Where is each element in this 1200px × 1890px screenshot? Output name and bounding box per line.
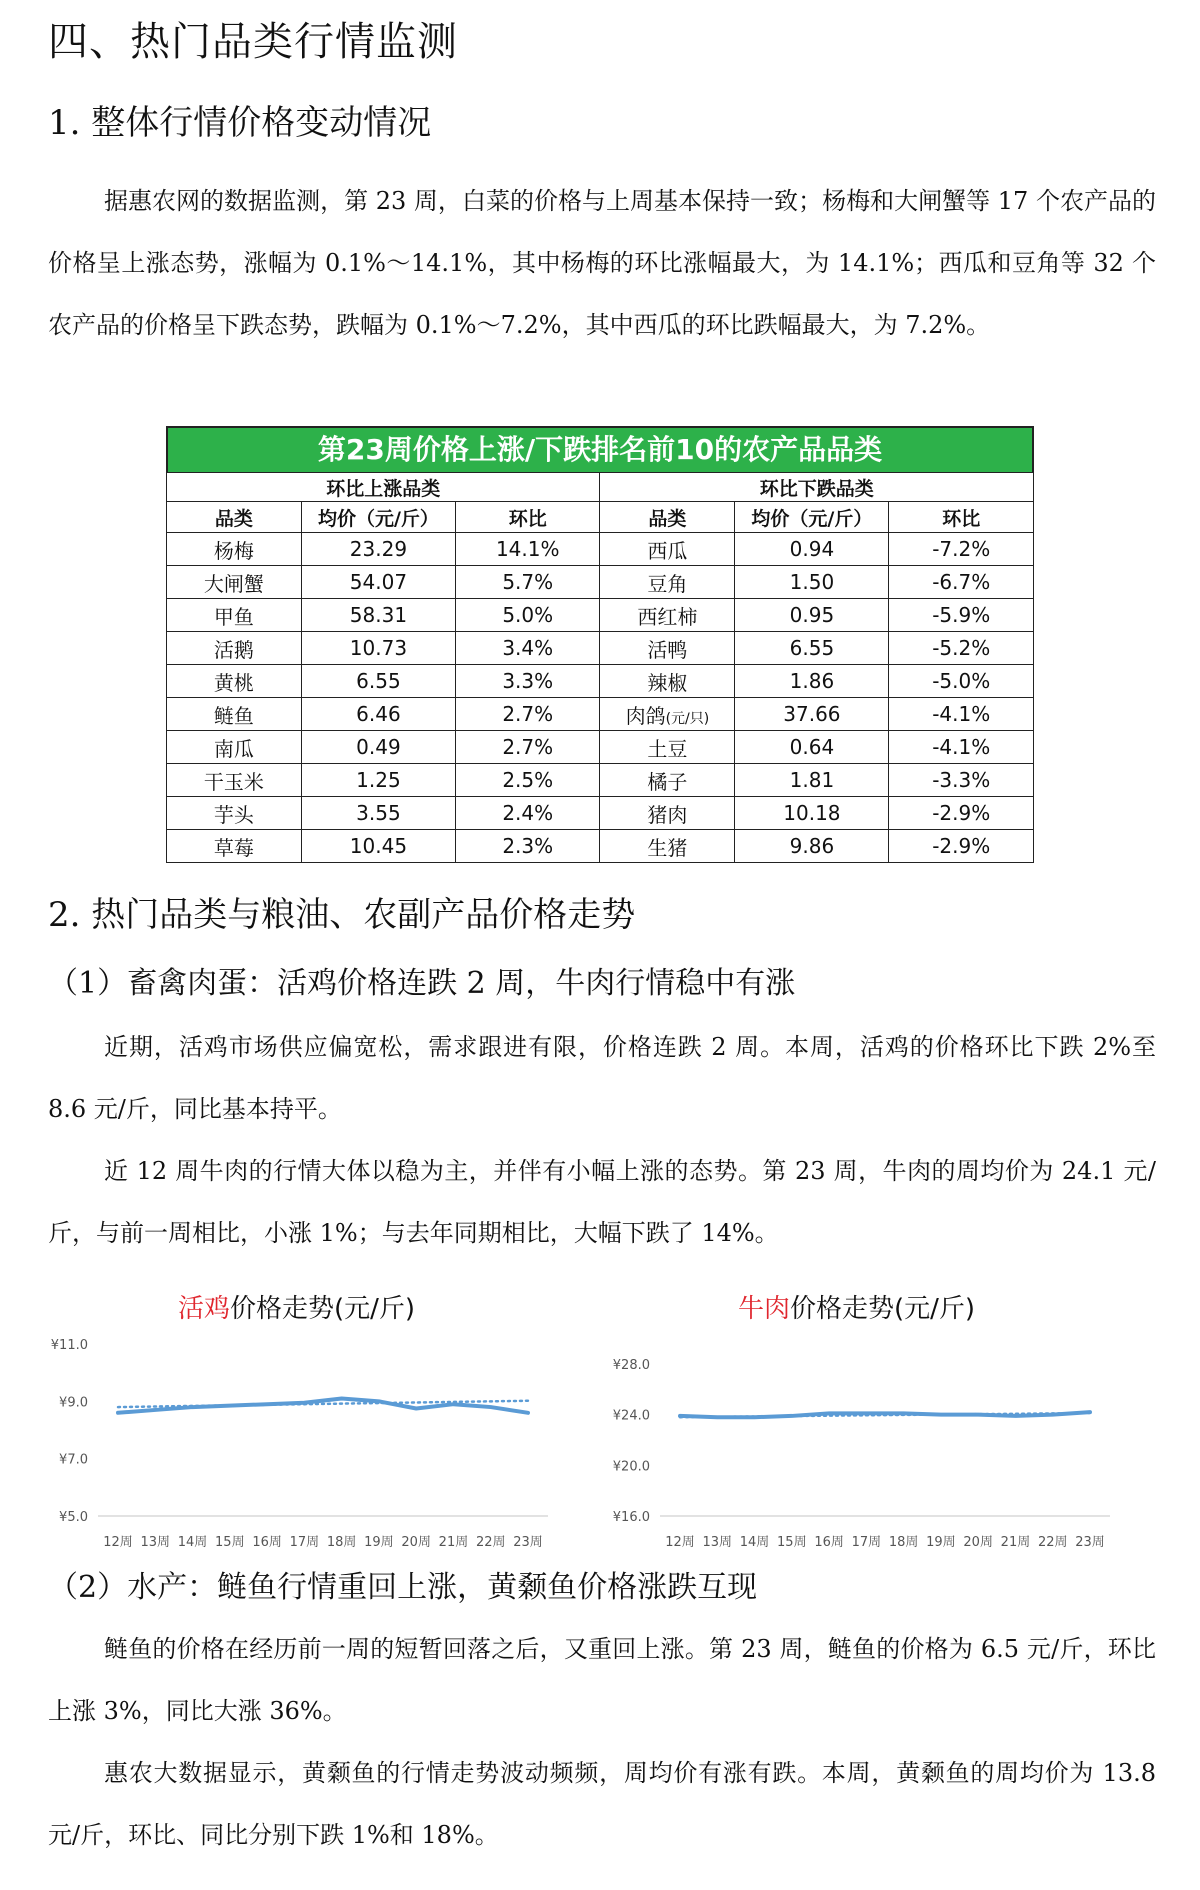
down-change: -5.9% xyxy=(932,603,991,627)
page-heading: 四、热门品类行情监测 xyxy=(48,19,458,65)
down-price-cell xyxy=(735,731,889,764)
up-name: 杨梅 xyxy=(213,538,254,563)
up-name: 干玉米 xyxy=(203,769,264,794)
beef-y-tick-label: ¥24.0 xyxy=(612,1408,650,1424)
table-row xyxy=(167,731,1034,764)
up-change-cell xyxy=(455,731,600,764)
up-price: 0.49 xyxy=(356,735,401,759)
up-price-cell xyxy=(301,731,455,764)
down-price-cell xyxy=(735,764,889,797)
chicken-x-tick-label: 19周 xyxy=(364,1535,394,1550)
down-name: 猪肉 xyxy=(647,802,688,827)
up-name-cell xyxy=(167,698,302,731)
down-change-cell xyxy=(889,764,1034,797)
chicken-x-tick-label: 17周 xyxy=(289,1535,320,1550)
chicken-y-tick-label: ¥11.0 xyxy=(50,1338,88,1353)
chicken-chart-title-highlight: 活鸡 xyxy=(178,1294,231,1324)
down-name: 生猪 xyxy=(647,835,688,860)
sub1-title: （1）畜禽肉蛋：活鸡价格连跌 2 周，牛肉行情稳中有涨 xyxy=(48,966,796,1001)
up-change-cell xyxy=(455,797,600,830)
up-price: 10.73 xyxy=(349,636,408,660)
down-change: -3.3% xyxy=(932,768,991,792)
chicken-y-tick-label: ¥5.0 xyxy=(59,1510,88,1525)
chicken-x-tick-label: 20周 xyxy=(401,1535,431,1550)
table-row xyxy=(167,632,1034,665)
down-header: 环比下跌品类 xyxy=(600,473,1034,502)
up-name-cell xyxy=(167,830,302,863)
up-name: 鲢鱼 xyxy=(213,703,254,728)
beef-y-tick-label: ¥28.0 xyxy=(612,1358,650,1373)
down-name-cell xyxy=(600,731,735,764)
up-change-cell xyxy=(455,632,600,665)
down-change-cell xyxy=(889,698,1034,731)
down-price-cell xyxy=(735,632,889,665)
up-price-cell xyxy=(301,797,455,830)
sub2-title: （2）水产：鲢鱼行情重回上涨，黄颡鱼价格涨跌互现 xyxy=(48,1570,758,1605)
down-change: -5.2% xyxy=(932,636,991,660)
up-name: 甲鱼 xyxy=(213,604,254,629)
up-name-cell xyxy=(167,731,302,764)
down-name-cell xyxy=(600,830,735,863)
up-price: 1.25 xyxy=(356,768,401,792)
up-change: 2.7% xyxy=(502,702,554,726)
col-header: 均价（元/斤） xyxy=(735,502,889,533)
up-name-cell xyxy=(167,599,302,632)
up-name-cell xyxy=(167,632,302,665)
down-price: 0.64 xyxy=(789,735,835,759)
up-change-cell xyxy=(455,599,600,632)
down-price: 1.81 xyxy=(789,768,835,792)
up-name: 草莓 xyxy=(213,835,254,860)
up-price-cell xyxy=(301,698,455,731)
down-change-cell xyxy=(889,665,1034,698)
up-name: 活鹅 xyxy=(213,637,254,662)
beef-x-tick-label: 12周 xyxy=(665,1535,695,1550)
price-rank-table xyxy=(166,426,1034,863)
chicken-x-tick-label: 14周 xyxy=(177,1535,208,1550)
table-row xyxy=(167,764,1034,797)
chicken-price-chart xyxy=(48,1330,568,1560)
down-price: 0.94 xyxy=(789,537,835,561)
down-name: 土豆 xyxy=(647,736,688,761)
col-header: 品类 xyxy=(167,502,302,533)
up-price-cell xyxy=(301,632,455,665)
up-price: 58.31 xyxy=(349,603,408,627)
up-change: 5.0% xyxy=(502,603,554,627)
down-name-cell xyxy=(600,665,735,698)
beef-x-tick-label: 14周 xyxy=(739,1535,770,1550)
up-name: 大闸蟹 xyxy=(203,571,264,596)
down-name-cell xyxy=(600,566,735,599)
up-price-cell xyxy=(301,533,455,566)
sub2-paragraph-2: 惠农大数据显示，黄颡鱼的行情走势波动频频，周均价有涨有跌。本周，黄颡鱼的周均价为 13.8 元/斤，环比、同比分别下跌 1%和 18%。 xyxy=(48,1759,1156,1849)
down-price-cell xyxy=(735,830,889,863)
down-name-cell xyxy=(600,797,735,830)
up-price: 54.07 xyxy=(349,570,408,594)
up-change: 2.3% xyxy=(502,834,554,858)
down-change-cell xyxy=(889,599,1034,632)
table-title: 第23周价格上涨/下跌排名前10的农产品品类 xyxy=(166,426,1034,472)
down-change: -7.2% xyxy=(932,537,991,561)
down-change-cell xyxy=(889,533,1034,566)
up-change: 5.7% xyxy=(502,570,554,594)
down-price-cell xyxy=(735,533,889,566)
chicken-chart-title xyxy=(178,1288,415,1325)
up-price: 10.45 xyxy=(349,834,408,858)
up-change-cell xyxy=(455,764,600,797)
down-change: -2.9% xyxy=(932,834,991,858)
down-name: 豆角 xyxy=(647,571,688,596)
up-change-cell xyxy=(455,566,600,599)
down-price-cell xyxy=(735,566,889,599)
up-price-cell xyxy=(301,764,455,797)
table-row xyxy=(167,599,1034,632)
down-change: -4.1% xyxy=(932,702,991,726)
up-price-cell xyxy=(301,830,455,863)
down-change-cell xyxy=(889,566,1034,599)
section1-paragraph: 据惠农网的数据监测，第 23 周，白菜的价格与上周基本保持一致；杨梅和大闸蟹等 17 个农产品的价格呈上涨态势，涨幅为 0.1%～14.1%，其中杨梅的环比涨幅最大，为 14.1%；西瓜和豆角等 32 个农产品的价格呈下跌态势，跌幅为 0.1%～7.2%，其中西瓜的环比跌幅最大，为 7.2%。 xyxy=(48,187,1156,339)
down-name-cell xyxy=(600,599,735,632)
table-row xyxy=(167,665,1034,698)
up-price-cell xyxy=(301,665,455,698)
col-header: 均价（元/斤） xyxy=(301,502,455,533)
beef-chart-title xyxy=(738,1288,975,1325)
chicken-x-tick-label: 16周 xyxy=(252,1535,282,1550)
beef-x-tick-label: 20周 xyxy=(963,1535,993,1550)
down-change-cell xyxy=(889,797,1034,830)
up-name-cell xyxy=(167,665,302,698)
section1-title: 1. 整体行情价格变动情况 xyxy=(48,103,432,143)
down-price-cell xyxy=(735,665,889,698)
down-name-cell xyxy=(600,764,735,797)
chicken-y-tick-label: ¥9.0 xyxy=(59,1395,88,1411)
up-price: 6.46 xyxy=(356,702,401,726)
chicken-x-tick-label: 22周 xyxy=(475,1535,506,1550)
up-price: 6.55 xyxy=(356,669,401,693)
down-price: 10.18 xyxy=(783,801,841,825)
beef-x-tick-label: 22周 xyxy=(1037,1535,1068,1550)
up-change: 14.1% xyxy=(495,537,560,561)
up-change-cell xyxy=(455,698,600,731)
table-body xyxy=(167,533,1034,863)
down-change-cell xyxy=(889,632,1034,665)
up-change: 3.4% xyxy=(502,636,554,660)
table-row xyxy=(167,533,1034,566)
beef-chart-title-highlight: 牛肉 xyxy=(738,1294,791,1324)
chicken-chart-title-rest: 价格走势(元/斤) xyxy=(230,1294,416,1324)
down-name-cell xyxy=(600,632,735,665)
beef-x-tick-label: 23周 xyxy=(1075,1535,1105,1550)
up-change-cell xyxy=(455,533,600,566)
beef-x-tick-label: 17周 xyxy=(851,1535,882,1550)
beef-x-tick-label: 15周 xyxy=(777,1535,807,1550)
sub1-paragraph-1: 近期，活鸡市场供应偏宽松，需求跟进有限，价格连跌 2 周。本周，活鸡的价格环比下跌 2%至 8.6 元/斤，同比基本持平。 xyxy=(48,1033,1156,1123)
down-price: 9.86 xyxy=(789,834,835,858)
up-price-cell xyxy=(301,566,455,599)
beef-price-chart xyxy=(610,1350,1130,1560)
up-change: 3.3% xyxy=(502,669,554,693)
rank-table xyxy=(166,472,1034,863)
beef-x-tick-label: 13周 xyxy=(702,1535,733,1550)
up-price: 3.55 xyxy=(356,801,401,825)
up-change: 2.4% xyxy=(502,801,554,825)
section2-title: 2. 热门品类与粮油、农副产品价格走势 xyxy=(48,895,636,935)
down-name: 肉鸽 xyxy=(625,703,666,728)
down-name: 辣椒 xyxy=(647,670,688,695)
up-price: 23.29 xyxy=(349,537,408,561)
down-change-cell xyxy=(889,830,1034,863)
up-change: 2.5% xyxy=(502,768,554,792)
down-price: 1.86 xyxy=(789,669,835,693)
up-name: 芋头 xyxy=(213,802,254,827)
down-price: 0.95 xyxy=(789,603,835,627)
chicken-x-tick-label: 23周 xyxy=(513,1535,543,1550)
up-header: 环比上涨品类 xyxy=(167,473,600,502)
chicken-x-tick-label: 18周 xyxy=(326,1535,357,1550)
beef-x-tick-label: 16周 xyxy=(814,1535,844,1550)
beef-x-tick-label: 21周 xyxy=(1000,1535,1031,1550)
up-change-cell xyxy=(455,830,600,863)
chicken-x-tick-label: 12周 xyxy=(103,1535,133,1550)
down-price: 37.66 xyxy=(783,702,841,726)
sub2-paragraph-1: 鲢鱼的价格在经历前一周的短暂回落之后，又重回上涨。第 23 周，鲢鱼的价格为 6.5 元/斤，环比上涨 3%，同比大涨 36%。 xyxy=(48,1635,1156,1725)
up-name-cell xyxy=(167,764,302,797)
down-price-cell xyxy=(735,797,889,830)
chicken-x-tick-label: 15周 xyxy=(215,1535,245,1550)
up-name-cell xyxy=(167,566,302,599)
down-name: 西瓜 xyxy=(647,538,688,563)
up-name-cell xyxy=(167,533,302,566)
down-name: 活鸭 xyxy=(647,637,688,662)
sub1-paragraph-2: 近 12 周牛肉的行情大体以稳为主，并伴有小幅上涨的态势。第 23 周，牛肉的周均价为 24.1 元/斤，与前一周相比，小涨 1%；与去年同期相比，大幅下跌了 14%。 xyxy=(48,1157,1156,1247)
beef-y-tick-label: ¥20.0 xyxy=(612,1459,650,1475)
beef-y-tick-label: ¥16.0 xyxy=(612,1510,650,1525)
beef-chart-title-rest: 价格走势(元/斤) xyxy=(790,1294,976,1324)
down-name-cell xyxy=(600,533,735,566)
chicken-x-tick-label: 13周 xyxy=(140,1535,171,1550)
down-change: -6.7% xyxy=(932,570,991,594)
up-name: 黄桃 xyxy=(213,670,254,695)
down-name: 橘子 xyxy=(647,769,688,794)
up-name-cell xyxy=(167,797,302,830)
beef-x-tick-label: 18周 xyxy=(888,1535,919,1550)
col-header: 品类 xyxy=(600,502,735,533)
down-price-cell xyxy=(735,698,889,731)
col-header: 环比 xyxy=(455,502,600,533)
down-change: -4.1% xyxy=(932,735,991,759)
up-change-cell xyxy=(455,665,600,698)
down-change: -5.0% xyxy=(932,669,991,693)
table-row xyxy=(167,698,1034,731)
chicken-y-tick-label: ¥7.0 xyxy=(59,1452,88,1468)
down-price-cell xyxy=(735,599,889,632)
down-name-cell xyxy=(600,698,735,731)
up-change: 2.7% xyxy=(502,735,554,759)
table-row xyxy=(167,830,1034,863)
up-name: 南瓜 xyxy=(213,736,254,761)
chicken-x-tick-label: 21周 xyxy=(438,1535,469,1550)
up-price-cell xyxy=(301,599,455,632)
table-row xyxy=(167,797,1034,830)
down-change-cell xyxy=(889,731,1034,764)
down-name: 西红柿 xyxy=(637,604,698,629)
down-price: 6.55 xyxy=(789,636,835,660)
down-price: 1.50 xyxy=(789,570,835,594)
down-change: -2.9% xyxy=(932,801,991,825)
table-row xyxy=(167,566,1034,599)
pigeon-unit: (元/只) xyxy=(665,710,710,727)
beef-x-tick-label: 19周 xyxy=(926,1535,956,1550)
col-header: 环比 xyxy=(889,502,1034,533)
